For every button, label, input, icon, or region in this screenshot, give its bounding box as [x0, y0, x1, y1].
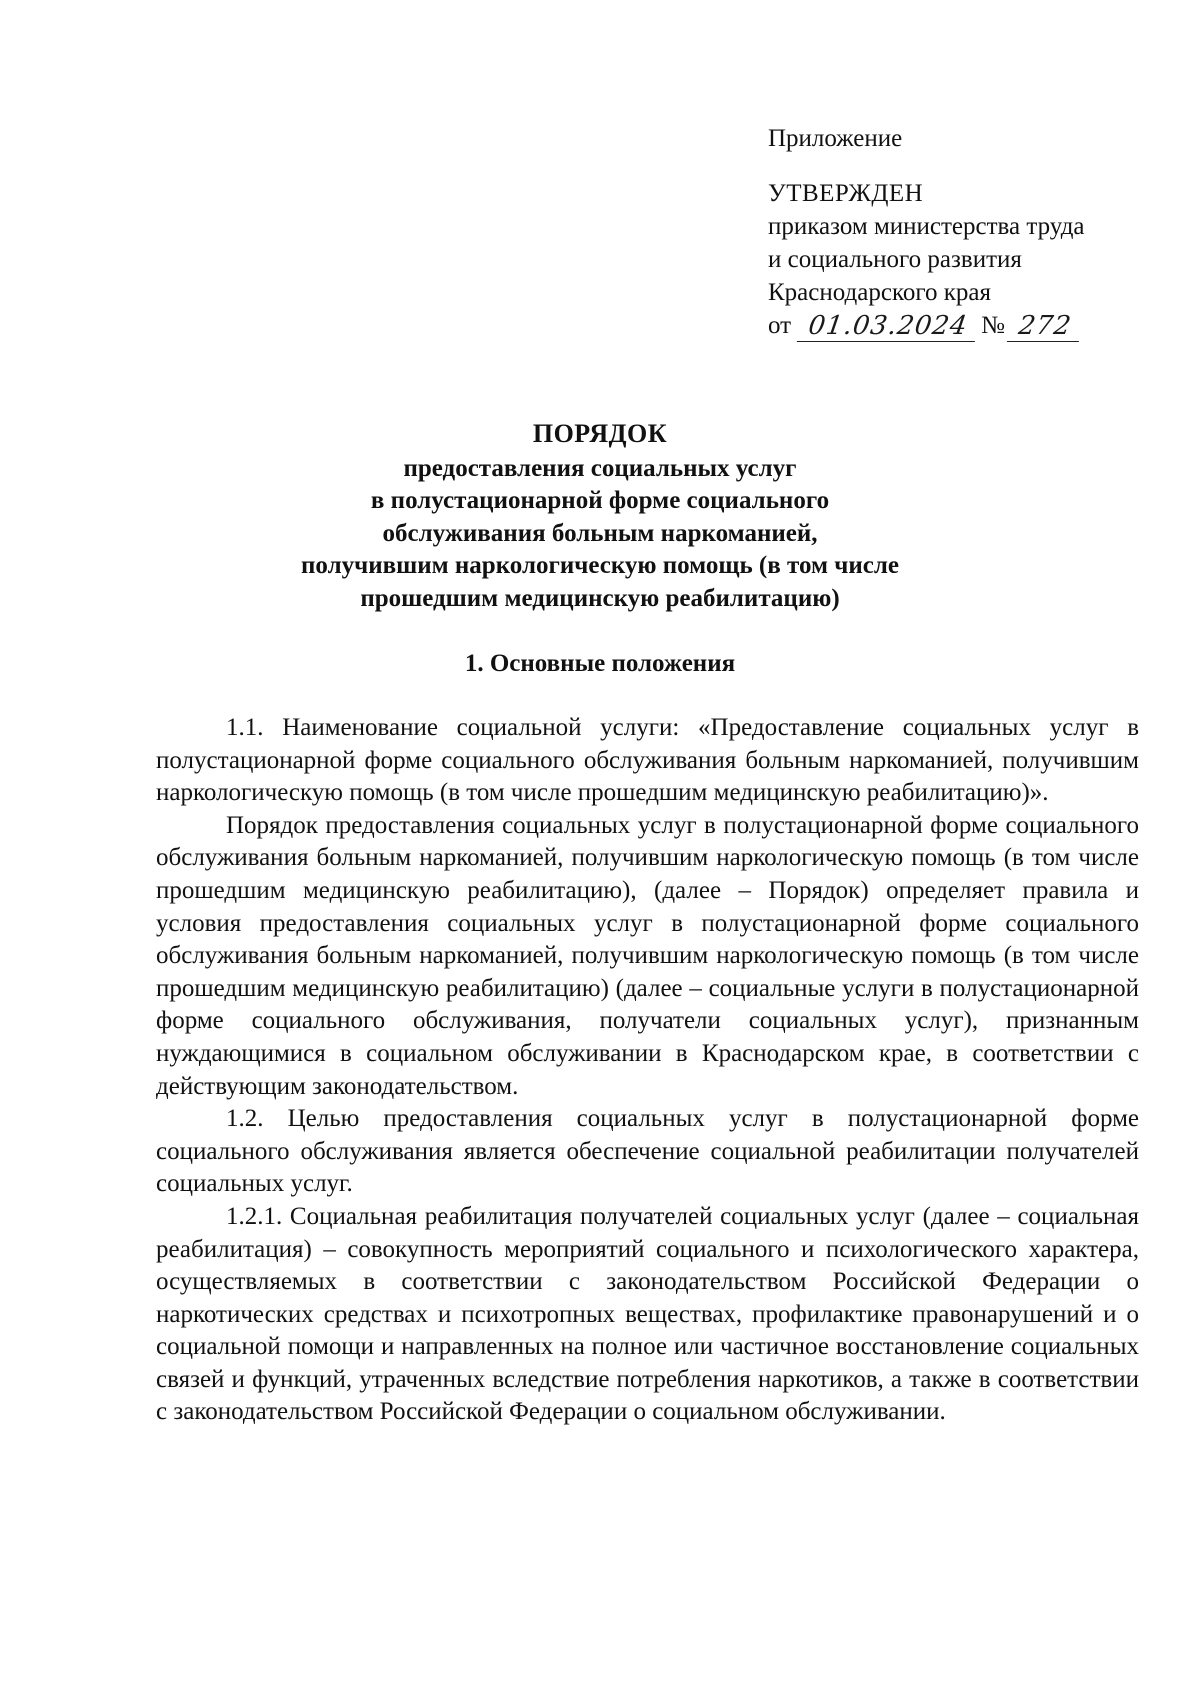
body-text	[156, 712, 1139, 1429]
paragraph-1-2-1: 1.2.1. Социальная реабилитация получателей социальных услуг (далее – социальная реабилитация) – совокупность мероприятий социального и психологического характера, осуществляемых в соответствии с законодательством Российской Федерации о наркотических средствах и психотропных веществах, профилактике правонарушений и о социальной помощи и направленных на полное или частичное восстановление социальных связей и функций, утраченных вследствие потребления наркотиков, а также в соответствии с законодательством Российской Федерации о социальном обслуживании.	[156, 1202, 1139, 1426]
title-line-5: прошедшим медицинскую реабилитацию)	[360, 584, 840, 612]
section-heading: 1. Основные положения	[464, 650, 736, 677]
title-line-4: получившим наркологическую помощь (в том числе	[301, 552, 899, 579]
paragraph-1-2: 1.2. Целью предоставления социальных услуг в полустационарной форме социального обслуживания является обеспечение социальной реабилитации получателей социальных услуг.	[156, 1105, 1139, 1198]
approval-block	[768, 122, 1168, 342]
approval-line-2: и социального развития	[768, 246, 1022, 273]
handwritten-number: 272	[1007, 311, 1083, 342]
approval-line-1: приказом министерства труда	[768, 213, 1085, 240]
order-date-line	[768, 309, 1168, 342]
title-line-1: предоставления социальных услуг	[403, 454, 797, 482]
title-main: ПОРЯДОК	[532, 419, 668, 448]
number-sign: №	[981, 312, 1005, 339]
title-line-2: в полустационарной форме социального	[370, 487, 830, 514]
approved-label: УТВЕРЖДЕН	[768, 180, 924, 207]
appendix-label: Приложение	[768, 125, 903, 152]
title-line-3: обслуживания больным наркоманией,	[382, 519, 818, 547]
document-title	[150, 418, 1050, 615]
handwritten-date: 01.03.2024	[797, 311, 979, 342]
paragraph-1-1: 1.1. Наименование социальной услуги: «Предоставление социальных услуг в полустационарной форме социального обслуживания больным наркоманией, получившим наркологическую помощь (в том числе прошедшим медицинскую реабилитацию)».	[156, 714, 1139, 807]
date-prefix: от	[768, 312, 792, 339]
paragraph-procedure: Порядок предоставления социальных услуг в полустационарной форме социального обслуживания больным наркоманией, получившим наркологическую помощь (в том числе прошедшим медицинскую реабилитацию), (далее – Порядок) определяет правила и условия предоставления социальных услуг в полустационарной форме социального обслуживания больным наркоманией, получившим наркологическую помощь (в том числе прошедшим медицинскую реабилитацию) (далее – социальные услуги в полустационарной форме социального обслуживания, получатели социальных услуг), признанным нуждающимися в социальном обслуживании в Краснодарском крае, в соответствии с действующим законодательством.	[156, 811, 1139, 1100]
approval-line-3: Краснодарского края	[768, 279, 991, 306]
